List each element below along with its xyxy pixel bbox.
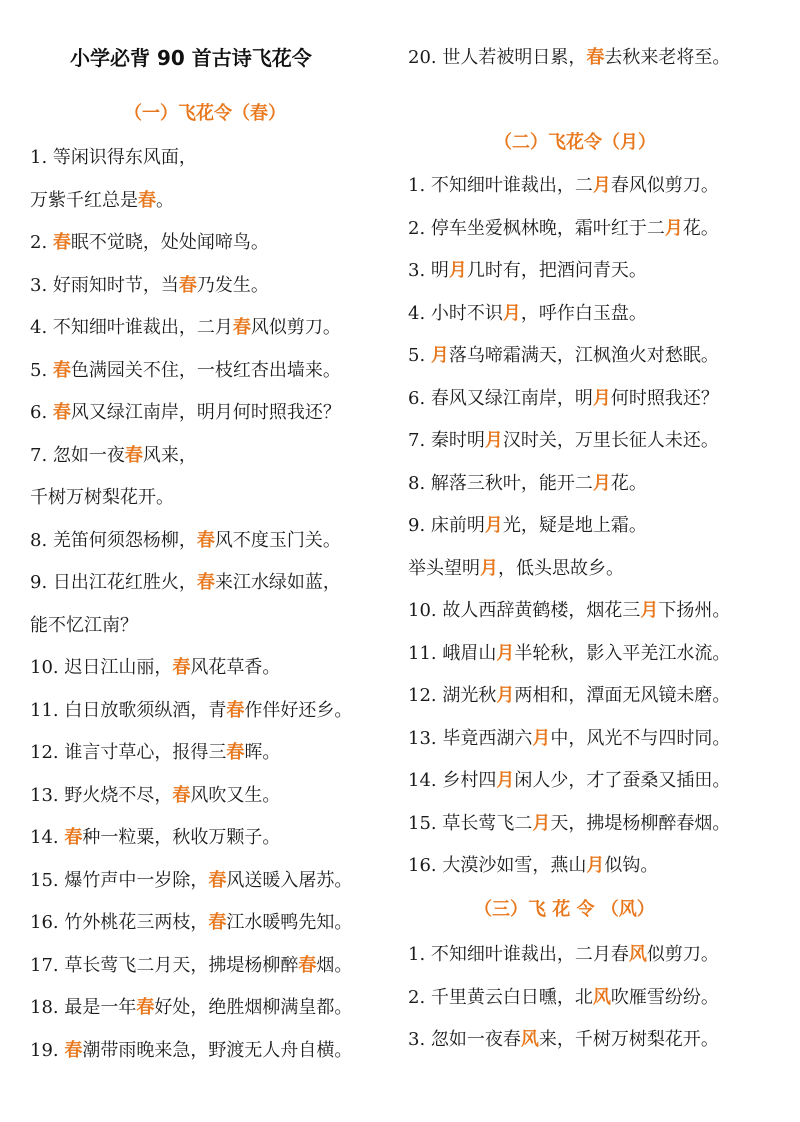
keyword-highlight: 春 <box>226 742 245 763</box>
line-text: 下扬州。 <box>658 600 731 621</box>
line-text: 1. 不知细叶谁裁出，二 <box>408 175 593 196</box>
moon-poem-line-6 <box>408 387 719 411</box>
moon-poem-line-5 <box>408 344 719 368</box>
line-text: 何时照我还？ <box>610 387 719 409</box>
line-text: 汉时关，万里长征人未还。 <box>502 430 719 451</box>
moon-poem-line-1 <box>408 174 719 198</box>
keyword-highlight: 月 <box>664 217 683 239</box>
keyword-highlight: 春 <box>64 1039 83 1061</box>
line-text: 风不度玉门关。 <box>214 529 341 551</box>
spring-poem-line-7 <box>30 401 341 425</box>
keyword-highlight: 春 <box>124 444 143 466</box>
keyword-highlight: 春 <box>208 912 227 933</box>
spring-poem-line-10 <box>30 529 341 553</box>
spring-poem-line-6 <box>30 359 341 383</box>
keyword-highlight: 月 <box>430 345 449 366</box>
keyword-highlight: 月 <box>592 175 611 196</box>
keyword-highlight: 月 <box>592 472 611 494</box>
moon-poem-line-11 <box>408 599 730 623</box>
line-text: 20. 世人若被明日累， <box>408 47 587 68</box>
moon-poem-line-17 <box>408 854 658 878</box>
keyword-highlight: 春 <box>586 47 605 68</box>
keyword-highlight: 月 <box>496 685 515 706</box>
line-text: 烟。 <box>316 954 353 976</box>
line-text: 来江水绿如蓝， <box>214 572 341 593</box>
line-text: 11. 峨眉山 <box>408 642 497 664</box>
line-text: 12. 谁言寸草心，报得三 <box>30 742 227 763</box>
keyword-highlight: 春 <box>232 317 251 338</box>
moon-poem-line-2 <box>408 217 719 241</box>
moon-poem-line-15 <box>408 769 730 793</box>
line-text: 似剪刀。 <box>646 944 719 965</box>
section-heading-spring: （一）飞花令（春） <box>124 103 286 124</box>
keyword-highlight: 月 <box>532 727 551 749</box>
keyword-highlight: 月 <box>496 642 515 664</box>
line-text: 来，千树万树梨花开。 <box>538 1029 719 1050</box>
line-text: 8. 羌笛何须怨杨柳， <box>30 529 197 551</box>
line-text: 种一粒粟，秋收万颗子。 <box>82 827 281 848</box>
line-text: 晖。 <box>244 742 281 763</box>
keyword-highlight: 春 <box>52 359 71 381</box>
line-text: 好处，绝胜烟柳满皇都。 <box>154 997 353 1018</box>
line-text: 9. 床前明 <box>408 515 485 536</box>
line-text: 闲人少，才了蚕桑又插田。 <box>514 770 731 791</box>
line-text: 18. 最是一年 <box>30 997 137 1018</box>
line-text: 6. 春风又绿江南岸，明 <box>408 387 593 409</box>
line-text: 中，风光不与四时同。 <box>550 727 731 749</box>
keyword-highlight: 春 <box>138 189 156 211</box>
line-text: 14. 乡村四 <box>408 770 497 791</box>
line-text: 潮带雨晚来急，野渡无人舟自横。 <box>82 1039 353 1061</box>
moon-poem-line-4 <box>408 302 647 326</box>
line-text: 12. 湖光秋 <box>408 685 497 706</box>
keyword-highlight: 月 <box>502 302 521 324</box>
moon-poem-line-7 <box>408 429 719 453</box>
keyword-highlight: 春 <box>196 529 215 551</box>
keyword-highlight: 风 <box>520 1029 539 1050</box>
line-text: 6. <box>30 402 53 423</box>
spring-poem-line-8 <box>30 444 197 468</box>
keyword-highlight: 月 <box>480 557 498 579</box>
spring-poem-line-5 <box>30 316 341 340</box>
line-text: 春风似剪刀。 <box>610 175 719 196</box>
spring-poem-line-22 <box>30 1039 352 1063</box>
moon-poem-line-8 <box>408 472 647 496</box>
moon-poem-line-3 <box>408 259 647 283</box>
line-text: 16. 大漠沙如雪，燕山 <box>408 855 587 876</box>
line-text: 7. 秦时明 <box>408 430 485 451</box>
spring-poem-line-12 <box>30 614 138 638</box>
line-text: 9. 日出江花红胜火， <box>30 572 197 593</box>
keyword-highlight: 春 <box>64 827 83 848</box>
line-text: 1. 不知细叶谁裁出，二月春 <box>408 944 629 965</box>
line-text: 8. 解落三秋叶，能开二 <box>408 472 593 494</box>
line-text: 花。 <box>682 217 719 239</box>
line-text: 4. 不知细叶谁裁出，二月 <box>30 317 233 338</box>
line-text: 作伴好还乡。 <box>244 699 353 721</box>
moon-poem-line-9 <box>408 514 647 538</box>
line-text: 风送暖入屠苏。 <box>226 869 353 891</box>
spring-poem-line-15 <box>30 741 280 765</box>
moon-poem-line-10 <box>408 557 624 581</box>
line-text: 17. 草长莺飞二月天，拂堤杨柳醉 <box>30 954 299 976</box>
line-text: 15. 爆竹声中一岁除， <box>30 869 209 891</box>
line-text: 3. 好雨知时节，当 <box>30 274 179 296</box>
keyword-highlight: 月 <box>484 430 503 451</box>
wind-poem-line-2 <box>408 986 719 1010</box>
line-text: 14. <box>30 827 65 848</box>
line-text: 5. <box>30 359 53 381</box>
line-text: 15. 草长莺飞二 <box>408 812 533 834</box>
line-text: 5. <box>408 345 431 366</box>
line-text: 落乌啼霜满天，江枫渔火对愁眠。 <box>448 345 719 366</box>
spring-poem-line-16 <box>30 784 280 808</box>
keyword-highlight: 春 <box>172 657 191 678</box>
spring-poem-line-19 <box>30 911 352 935</box>
line-text: 风又绿江南岸，明月何时照我还？ <box>70 402 341 423</box>
line-text: 4. 小时不识 <box>408 302 503 324</box>
line-text: 天，拂堤杨柳醉春烟。 <box>550 812 731 834</box>
spring-poem-line-9 <box>30 486 174 510</box>
keyword-highlight: 春 <box>226 699 245 721</box>
line-text: 10. 故人西辞黄鹤楼，烟花三 <box>408 600 641 621</box>
line-text: 千树万树梨花开。 <box>30 487 174 508</box>
line-text: 13. 毕竟西湖六 <box>408 727 533 749</box>
line-text: 半轮秋，影入平羌江水流。 <box>514 642 731 664</box>
keyword-highlight: 春 <box>208 869 227 891</box>
line-text: 去秋来老将至。 <box>604 47 731 68</box>
line-text: 色满园关不住，一枝红杏出墙来。 <box>70 359 341 381</box>
moon-poem-line-12 <box>408 642 730 666</box>
line-text: 风似剪刀。 <box>250 317 341 338</box>
keyword-highlight: 月 <box>586 855 605 876</box>
line-text: 万紫千红总是 <box>30 189 138 211</box>
line-text: ，低头思故乡。 <box>498 557 624 579</box>
wind-poem-line-1 <box>408 943 719 967</box>
spring-poem-line-2 <box>30 189 174 213</box>
spring-poem-line-3 <box>30 231 269 255</box>
keyword-highlight: 春 <box>196 572 215 593</box>
spring-poem-line-14 <box>30 699 352 723</box>
line-text: 几时有，把酒问青天。 <box>466 260 647 281</box>
spring-poem-line-13 <box>30 656 280 680</box>
spring-poem-line-20 <box>30 954 352 978</box>
moon-poem-line-14 <box>408 727 730 751</box>
line-text: 风花草香。 <box>190 657 281 678</box>
line-text: 风来， <box>142 444 197 466</box>
line-text: 似钩。 <box>604 855 659 876</box>
line-text: 。 <box>156 189 174 211</box>
line-text: 江水暖鸭先知。 <box>226 912 353 933</box>
line-text: 吹雁雪纷纷。 <box>610 986 719 1008</box>
line-text: ，呼作白玉盘。 <box>520 302 647 324</box>
line-text: 能不忆江南？ <box>30 614 138 636</box>
line-text: 2. 停车坐爱枫林晚，霜叶红于二 <box>408 217 665 239</box>
keyword-highlight: 春 <box>172 784 191 806</box>
keyword-highlight: 春 <box>52 402 71 423</box>
line-text: 花。 <box>610 472 647 494</box>
line-text: 3. 明 <box>408 260 449 281</box>
spring-poem-line-17 <box>30 826 280 850</box>
spring-poem-line-11 <box>30 571 341 595</box>
line-text: 举头望明 <box>408 557 480 579</box>
line-text: 11. 白日放歌须纵酒，青 <box>30 699 227 721</box>
line-text: 乃发生。 <box>196 274 269 296</box>
keyword-highlight: 春 <box>178 274 197 296</box>
keyword-highlight: 月 <box>592 387 611 409</box>
keyword-highlight: 春 <box>298 954 317 976</box>
line-text: 16. 竹外桃花三两枝， <box>30 912 209 933</box>
spring-poem-line-1 <box>30 146 197 170</box>
spring-poem-line-21 <box>30 996 352 1020</box>
line-text: 两相和，潭面无风镜未磨。 <box>514 685 731 706</box>
keyword-highlight: 月 <box>496 770 515 791</box>
moon-poem-line-13 <box>408 684 730 708</box>
line-text: 2. 千里黄云白日曛，北 <box>408 986 593 1008</box>
keyword-highlight: 月 <box>532 812 551 834</box>
line-text: 光，疑是地上霜。 <box>502 515 647 536</box>
line-text: 10. 迟日江山丽， <box>30 657 173 678</box>
document-title: 小学必背 90 首古诗飞花令 <box>70 46 312 70</box>
line-text: 19. <box>30 1039 65 1061</box>
keyword-highlight: 月 <box>448 260 467 281</box>
poem-line-20 <box>408 46 730 70</box>
spring-poem-line-4 <box>30 274 269 298</box>
keyword-highlight: 风 <box>628 944 647 965</box>
keyword-highlight: 春 <box>136 997 155 1018</box>
keyword-highlight: 风 <box>592 986 611 1008</box>
wind-poem-line-3 <box>408 1028 719 1052</box>
moon-poem-line-16 <box>408 812 730 836</box>
spring-poem-line-18 <box>30 869 352 893</box>
line-text: 7. 忽如一夜 <box>30 444 125 466</box>
keyword-highlight: 春 <box>52 232 71 253</box>
keyword-highlight: 月 <box>484 515 503 536</box>
line-text: 3. 忽如一夜春 <box>408 1029 521 1050</box>
line-text: 眠不觉晓，处处闻啼鸟。 <box>70 232 269 253</box>
line-text: 2. <box>30 232 53 253</box>
section-heading-wind: （三）飞 花 令 （风） <box>474 899 655 920</box>
keyword-highlight: 月 <box>640 600 659 621</box>
line-text: 风吹又生。 <box>190 784 281 806</box>
line-text: 13. 野火烧不尽， <box>30 784 173 806</box>
section-heading-moon: （二）飞花令（月） <box>494 132 656 153</box>
line-text: 1. 等闲识得东风面， <box>30 147 197 168</box>
